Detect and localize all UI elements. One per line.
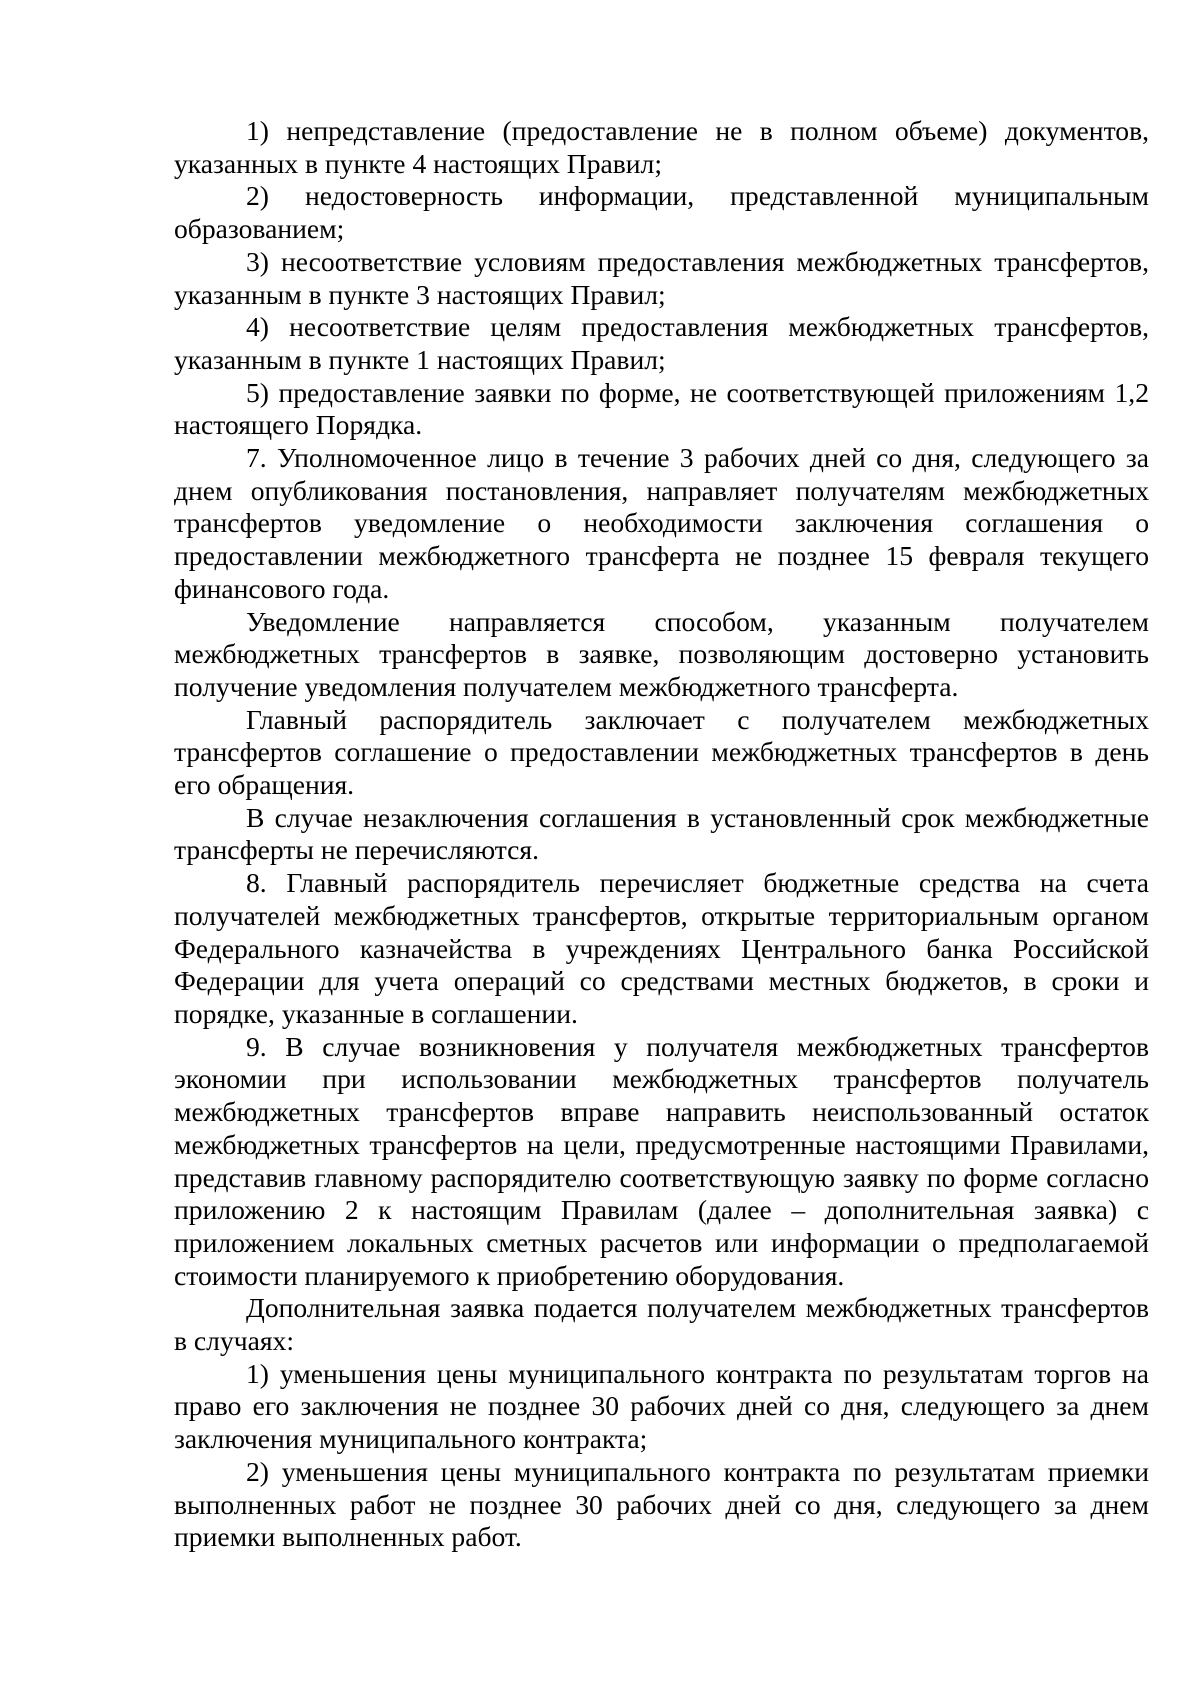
paragraph-clause-7: 7. Уполномоченное лицо в течение 3 рабочих дней со дня, следующего за днем опубликования постановления, направляет получателям межбюджетных трансфертов уведомление о необходимости заключения соглашения о предоставлении межбюджетного трансферта не позднее 15 февраля текущего финансового года.	[174, 442, 1149, 604]
document-body	[174, 115, 1149, 1554]
paragraph-no-agreement: В случае незаключения соглашения в установленный срок межбюджетные трансферты не перечисляются.	[174, 801, 1149, 866]
paragraph-case-1-tender: 1) уменьшения цены муниципального контракта по результатам торгов на право его заключения не позднее 30 рабочих дней со дня, следующего за днем заключения муниципального контракта;	[174, 1357, 1149, 1455]
paragraph-clause-8: 8. Главный распорядитель перечисляет бюджетные средства на счета получателей межбюджетных трансфертов, открытые территориальным органом Федерального казначейства в учреждениях Центрального банка Российской Федерации для учета операций со средствами местных бюджетов, в сроки и порядке, указанные в соглашении.	[174, 867, 1149, 1029]
paragraph-agreement: Главный распорядитель заключает с получателем межбюджетных трансфертов соглашение о предоставлении межбюджетных трансфертов в день его обращения.	[174, 703, 1149, 801]
paragraph-additional-request: Дополнительная заявка подается получателем межбюджетных трансфертов в случаях:	[174, 1292, 1149, 1357]
paragraph-item-4-goals-mismatch: 4) несоответствие целям предоставления межбюджетных трансфертов, указанным в пункте 1 настоящих Правил;	[174, 311, 1149, 375]
paragraph-item-3-conditions-mismatch: 3) несоответствие условиям предоставления межбюджетных трансфертов, указанным в пункте 3 настоящих Правил;	[174, 245, 1149, 310]
paragraph-clause-9: 9. В случае возникновения у получателя межбюджетных трансфертов экономии при использовании межбюджетных трансфертов получатель межбюджетных трансфертов вправе направить неиспользованный остаток межбюджетных трансфертов на цели, предусмотренные настоящими Правилами, представив главному распорядителю соответствующую заявку по форме согласно приложению 2 к настоящим Правилам (далее – дополнительная заявка) с приложением локальных сметных расчетов или информации о предполагаемой стоимости планируемого к приобретению оборудования.	[174, 1030, 1149, 1291]
paragraph-notification: Уведомление направляется способом, указанным получателем межбюджетных трансфертов в заявке, позволяющим достоверно установить получение уведомления получателем межбюджетного трансферта.	[174, 605, 1149, 702]
paragraph-item-5-wrong-form: 5) предоставление заявки по форме, не соответствующей приложениям 1,2 настоящего Порядка.	[174, 376, 1149, 441]
paragraph-item-1-nonsubmission: 1) непредставление (предоставление не в полном объеме) документов, указанных в пункте 4 настоящих Правил;	[174, 115, 1149, 179]
paragraph-item-2-unreliability: 2) недостоверность информации, представленной муниципальным образованием;	[174, 180, 1149, 245]
paragraph-case-2-acceptance: 2) уменьшения цены муниципального контракта по результатам приемки выполненных работ не позднее 30 рабочих дней со дня, следующего за днем приемки выполненных работ.	[174, 1455, 1149, 1553]
